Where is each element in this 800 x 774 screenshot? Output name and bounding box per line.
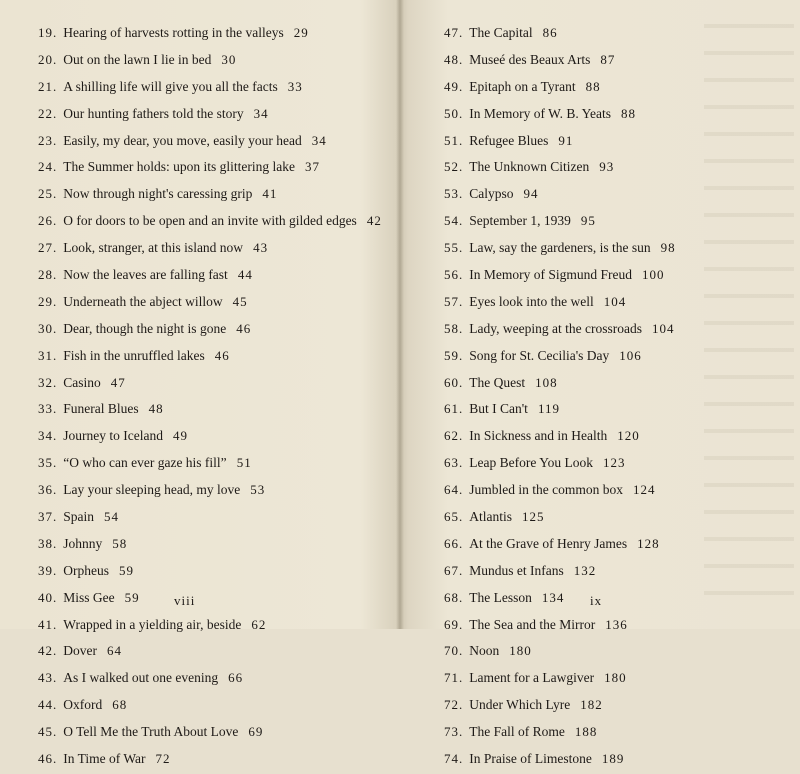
entry-page-number: 108 (535, 374, 558, 390)
contents-entry (444, 531, 676, 558)
entry-title: Jumbled in the common box (469, 482, 623, 498)
entry-page-number: 120 (617, 428, 640, 444)
contents-list-left (38, 20, 382, 773)
entry-page-number: 188 (574, 724, 598, 740)
contents-entry (444, 423, 676, 450)
entry-page-number: 46 (236, 320, 252, 336)
entry-title: The Quest (469, 374, 526, 390)
entry-page-number: 42 (366, 213, 382, 229)
contents-entry (444, 262, 676, 289)
page-number-right: ix (590, 593, 603, 608)
entry-number: 19. (38, 25, 58, 40)
entry-title: The Lesson (469, 589, 532, 605)
entry-title: In Time of War (63, 751, 146, 767)
entry-title: Underneath the abject willow (63, 293, 223, 309)
entry-title: Journey to Iceland (63, 428, 163, 444)
entry-page-number: 182 (580, 697, 603, 713)
entry-number: 37. (38, 509, 58, 525)
entry-number: 21. (38, 78, 58, 94)
entry-page-number: 34 (311, 132, 327, 148)
contents-entry (444, 47, 676, 74)
entry-number: 34. (38, 428, 58, 444)
entry-page-number: 59 (124, 589, 140, 605)
contents-entry (38, 370, 382, 397)
entry-title: Fish in the unruffled lakes (63, 347, 205, 363)
entry-page-number: 43 (253, 240, 269, 256)
entry-number: 54. (444, 213, 464, 229)
entry-number: 41. (38, 616, 58, 632)
entry-title: Dear, though the night is gone (63, 320, 227, 336)
entry-number: 58. (444, 320, 464, 336)
entry-title: Epitaph on a Tyrant (469, 78, 576, 94)
entry-number: 67. (444, 562, 464, 578)
entry-page-number: 91 (558, 132, 574, 148)
contents-entry (38, 585, 382, 612)
entry-number: 28. (38, 267, 58, 283)
contents-entry (444, 719, 676, 746)
entry-page-number: 68 (112, 697, 128, 713)
entry-number: 69. (444, 616, 464, 632)
entry-number: 23. (38, 132, 58, 148)
entry-number: 32. (38, 374, 58, 390)
entry-number: 49. (444, 78, 464, 94)
contents-entry (444, 235, 676, 262)
entry-title: Wrapped in a yielding air, beside (63, 616, 242, 632)
entry-page-number: 48 (148, 401, 164, 417)
entry-number: 63. (444, 455, 464, 471)
contents-entry (38, 101, 382, 128)
entry-number: 66. (444, 535, 464, 551)
entry-number: 38. (38, 535, 58, 551)
contents-entry (38, 262, 382, 289)
entry-page-number: 104 (603, 293, 627, 309)
entry-page-number: 180 (604, 670, 627, 686)
contents-entry (38, 746, 382, 773)
entry-page-number: 29 (293, 25, 309, 40)
entry-page-number: 53 (250, 482, 266, 498)
entry-page-number: 62 (251, 616, 267, 632)
entry-number: 27. (38, 240, 58, 256)
entry-number: 74. (444, 751, 464, 767)
contents-entry (444, 74, 676, 101)
contents-entry (444, 370, 676, 397)
entry-number: 51. (444, 132, 464, 148)
entry-number: 57. (444, 293, 464, 309)
entry-title: In Memory of W. B. Yeats (469, 105, 612, 121)
entry-page-number: 180 (509, 643, 532, 659)
entry-number: 61. (444, 401, 464, 417)
contents-entry (38, 638, 382, 665)
entry-page-number: 88 (585, 78, 601, 94)
entry-page-number: 88 (621, 105, 637, 121)
entry-title: Lament for a Lawgiver (469, 670, 595, 686)
contents-entry (444, 208, 676, 235)
contents-entry (444, 154, 676, 181)
entry-page-number: 128 (637, 535, 660, 551)
contents-entry (444, 181, 676, 208)
entry-title: Easily, my dear, you move, easily your head (63, 132, 302, 148)
entry-title: Refugee Blues (469, 132, 549, 148)
contents-entry (38, 612, 382, 639)
entry-number: 46. (38, 751, 58, 767)
entry-page-number: 59 (119, 562, 134, 578)
contents-entry (38, 74, 382, 101)
entry-number: 22. (38, 105, 58, 121)
entry-number: 64. (444, 482, 464, 498)
contents-entry (444, 20, 676, 47)
entry-number: 24. (38, 159, 58, 175)
entry-page-number: 64 (107, 643, 122, 659)
contents-entry (38, 558, 382, 585)
entry-title: Out on the lawn I lie in bed (63, 51, 212, 67)
entry-number: 45. (38, 724, 58, 740)
entry-number: 72. (444, 697, 464, 713)
contents-entry (444, 504, 676, 531)
entry-number: 43. (38, 670, 58, 686)
page-number-left: viii (174, 593, 196, 608)
entry-page-number: 100 (642, 267, 665, 283)
contents-entry (38, 235, 382, 262)
entry-title: The Capital (469, 25, 533, 40)
contents-entry (38, 154, 382, 181)
entry-page-number: 58 (112, 535, 128, 551)
contents-entry (444, 746, 676, 773)
entry-title: At the Grave of Henry James (469, 535, 628, 551)
entry-number: 65. (444, 509, 464, 525)
entry-title: Noon (469, 643, 500, 659)
entry-number: 53. (444, 186, 464, 202)
contents-entry (38, 343, 382, 370)
entry-number: 47. (444, 25, 464, 40)
entry-number: 29. (38, 293, 58, 309)
entry-title: “O who can ever gaze his fill” (63, 455, 227, 471)
entry-page-number: 93 (599, 159, 615, 175)
entry-page-number: 86 (542, 25, 558, 40)
entry-number: 56. (444, 267, 464, 283)
entry-title: In Memory of Sigmund Freud (469, 267, 632, 283)
entry-page-number: 123 (602, 455, 626, 471)
entry-page-number: 136 (605, 616, 628, 632)
entry-title: In Sickness and in Health (469, 428, 608, 444)
entry-title: Lay your sleeping head, my love (63, 482, 241, 498)
contents-entry (444, 316, 676, 343)
entry-title: Leap Before You Look (469, 455, 593, 471)
entry-title: Orpheus (63, 562, 109, 578)
entry-page-number: 104 (651, 320, 675, 336)
entry-title: In Praise of Limestone (469, 751, 592, 767)
entry-page-number: 51 (236, 455, 252, 471)
contents-entry (444, 101, 676, 128)
entry-number: 39. (38, 562, 58, 578)
contents-entry (38, 128, 382, 155)
entry-number: 55. (444, 240, 464, 256)
entry-number: 25. (38, 186, 58, 202)
contents-entry (38, 504, 382, 531)
contents-entry (38, 450, 382, 477)
entry-title: Museé des Beaux Arts (469, 51, 591, 67)
entry-title: Dover (63, 643, 97, 659)
contents-entry (444, 450, 676, 477)
contents-entry (38, 531, 382, 558)
entry-page-number: 34 (253, 105, 269, 121)
entry-number: 36. (38, 482, 58, 498)
entry-number: 60. (444, 374, 464, 390)
entry-title: Atlantis (469, 509, 512, 525)
contents-entry (38, 289, 382, 316)
entry-title: The Sea and the Mirror (469, 616, 596, 632)
entry-number: 52. (444, 159, 464, 175)
contents-entry (38, 665, 382, 692)
contents-entry (444, 558, 676, 585)
entry-number: 35. (38, 455, 58, 471)
contents-entry (38, 477, 382, 504)
entry-number: 50. (444, 105, 464, 121)
show-through-shadow (704, 10, 794, 600)
entry-page-number: 106 (619, 347, 642, 363)
entry-title: Look, stranger, at this island now (63, 240, 244, 256)
entry-page-number: 49 (172, 428, 188, 444)
entry-title: O for doors to be open and an invite with gilded edges (63, 213, 357, 229)
book-gutter (396, 0, 404, 629)
entry-page-number: 95 (580, 213, 596, 229)
entry-title: Funeral Blues (63, 401, 139, 417)
entry-title: Miss Gee (63, 589, 115, 605)
entry-number: 40. (38, 589, 58, 605)
entry-title: Under Which Lyre (469, 697, 571, 713)
entry-title: Law, say the gardeners, is the sun (469, 240, 651, 256)
entry-number: 68. (444, 589, 464, 605)
contents-entry (38, 20, 382, 47)
entry-title: Hearing of harvests rotting in the valleys (63, 25, 284, 40)
entry-page-number: 47 (110, 374, 126, 390)
entry-title: Eyes look into the well (469, 293, 594, 309)
entry-title: The Fall of Rome (469, 724, 565, 740)
contents-entry (38, 719, 382, 746)
entry-number: 44. (38, 697, 58, 713)
entry-page-number: 132 (573, 562, 597, 578)
entry-title: Song for St. Cecilia's Day (469, 347, 610, 363)
contents-entry (38, 692, 382, 719)
contents-entry (444, 638, 676, 665)
entry-page-number: 72 (155, 751, 171, 767)
contents-entry (444, 692, 676, 719)
contents-entry (444, 477, 676, 504)
entry-title: O Tell Me the Truth About Love (63, 724, 239, 740)
entry-page-number: 98 (660, 240, 676, 256)
contents-entry (444, 343, 676, 370)
entry-page-number: 30 (221, 51, 237, 67)
entry-page-number: 87 (600, 51, 616, 67)
entry-number: 42. (38, 643, 58, 659)
entry-number: 48. (444, 51, 464, 67)
entry-page-number: 125 (522, 509, 545, 525)
entry-title: The Unknown Citizen (469, 159, 590, 175)
contents-entry (444, 396, 676, 423)
entry-page-number: 134 (541, 589, 565, 605)
entry-title: A shilling life will give you all the facts (63, 78, 278, 94)
entry-number: 62. (444, 428, 464, 444)
entry-title: Now through night's caressing grip (63, 186, 253, 202)
entry-number: 33. (38, 401, 58, 417)
contents-entry (38, 396, 382, 423)
contents-entry (444, 289, 676, 316)
entry-number: 20. (38, 51, 58, 67)
contents-entry (444, 585, 676, 612)
entry-page-number: 124 (632, 482, 656, 498)
entry-page-number: 44 (237, 267, 253, 283)
contents-entry (38, 316, 382, 343)
contents-list-right (444, 20, 676, 773)
entry-title: As I walked out one evening (63, 670, 219, 686)
entry-title: Casino (63, 374, 101, 390)
entry-number: 59. (444, 347, 464, 363)
right-page (404, 0, 800, 767)
entry-page-number: 37 (304, 159, 320, 175)
entry-title: Lady, weeping at the crossroads (469, 320, 642, 336)
entry-number: 26. (38, 213, 58, 229)
entry-page-number: 66 (228, 670, 244, 686)
entry-page-number: 41 (262, 186, 278, 202)
contents-entry (444, 665, 676, 692)
entry-title: Mundus et Infans (469, 562, 564, 578)
entry-title: Now the leaves are falling fast (63, 267, 228, 283)
entry-title: Johnny (63, 535, 103, 551)
entry-number: 73. (444, 724, 464, 740)
contents-entry (38, 208, 382, 235)
entry-page-number: 46 (214, 347, 230, 363)
entry-page-number: 33 (287, 78, 303, 94)
contents-entry (38, 181, 382, 208)
entry-title: Our hunting fathers told the story (63, 105, 244, 121)
entry-page-number: 54 (104, 509, 120, 525)
contents-entry (444, 128, 676, 155)
contents-entry (38, 47, 382, 74)
entry-page-number: 94 (523, 186, 539, 202)
entry-page-number: 45 (232, 293, 248, 309)
entry-number: 30. (38, 320, 58, 336)
entry-title: Spain (63, 509, 95, 525)
entry-page-number: 189 (601, 751, 625, 767)
entry-number: 70. (444, 643, 464, 659)
entry-number: 71. (444, 670, 464, 686)
entry-title: Calypso (469, 186, 514, 202)
entry-title: But I Can't (469, 401, 528, 417)
entry-number: 31. (38, 347, 58, 363)
entry-title: Oxford (63, 697, 103, 713)
contents-entry (38, 423, 382, 450)
left-page (0, 0, 396, 767)
entry-page-number: 119 (537, 401, 560, 417)
entry-title: September 1, 1939 (469, 213, 571, 229)
entry-title: The Summer holds: upon its glittering lake (63, 159, 295, 175)
entry-page-number: 69 (248, 724, 264, 740)
contents-entry (444, 612, 676, 639)
